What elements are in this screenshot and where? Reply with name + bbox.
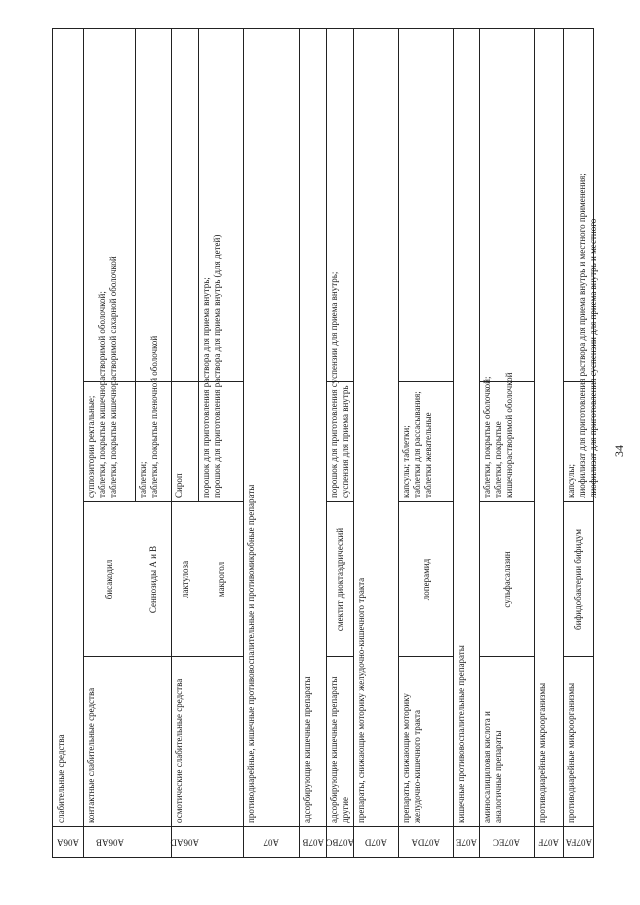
dosage-forms-cell: капсулы; лиофилизат для приготовления раствора для приема внутрь и местного применения; лиофилизат для приготовления суспензии для приема внутрь и местного bbox=[566, 173, 598, 498]
drug-name-cell: лактулоза bbox=[179, 560, 190, 599]
column-divider bbox=[563, 501, 593, 502]
atc-code-cell: A07E bbox=[456, 837, 477, 848]
atc-code-cell: A06A bbox=[57, 837, 80, 848]
drug-name-cell: Сеннозиды А и В bbox=[148, 545, 158, 614]
group-name-cell: осмотические слабительные средства bbox=[174, 678, 184, 823]
row-divider bbox=[135, 29, 136, 502]
row-divider bbox=[243, 29, 244, 857]
atc-code-cell: A07F bbox=[538, 837, 560, 848]
row-divider bbox=[398, 29, 399, 857]
column-divider bbox=[398, 501, 453, 502]
drug-table bbox=[52, 28, 598, 858]
row-divider bbox=[326, 29, 327, 857]
row-divider bbox=[353, 29, 354, 857]
group-name-cell: адсорбирующие кишечные препараты bbox=[302, 676, 312, 823]
atc-code-cell: A07D bbox=[365, 837, 387, 848]
dosage-forms-cell: суппозитории ректальные; таблетки, покрытые кишечнорастворимой оболочкой; таблетки, покрытые кишечнорастворимой сахарной оболочкой bbox=[86, 256, 118, 498]
drug-name-cell: бифидобактерии бифидум bbox=[573, 529, 583, 630]
dosage-forms-cell: порошок для приготовления суспензии для приема внутрь; суспензия для приема внутрь bbox=[329, 271, 350, 498]
group-name-cell: противодиарейные, кишечные противовоспалительные и противомикробные препараты bbox=[246, 484, 256, 823]
group-name-cell: препараты, снижающие моторику желудочно-кишечного тракта bbox=[401, 693, 422, 823]
group-name-cell: слабительные средства bbox=[56, 734, 66, 823]
row-divider bbox=[563, 29, 564, 857]
group-name-cell bbox=[138, 661, 169, 823]
column-divider bbox=[326, 501, 353, 502]
drug-name-cell: сульфасалазин bbox=[501, 551, 512, 608]
group-name-cell: аминосалициловая кислота и аналогичные препараты bbox=[482, 711, 503, 823]
drug-name-cell: лоперамид bbox=[420, 558, 431, 601]
group-name-cell: противодиарейные микроорганизмы bbox=[566, 682, 576, 823]
atc-code-cell: A06AB bbox=[95, 837, 124, 848]
row-divider bbox=[453, 29, 454, 857]
page-number: 34 bbox=[612, 445, 626, 457]
row-divider bbox=[171, 29, 172, 857]
column-divider bbox=[135, 501, 171, 502]
atc-code-cell: A06AD bbox=[170, 837, 200, 848]
atc-code-cell bbox=[137, 830, 170, 854]
drug-name-cell: смектит диоктаэдрический bbox=[334, 527, 345, 632]
dosage-forms-cell: таблетки, покрытые оболочкой; таблетки, покрытые кишечнорастворимой оболочкой bbox=[482, 372, 514, 498]
row-divider bbox=[83, 29, 84, 857]
column-divider bbox=[53, 826, 593, 827]
column-divider bbox=[198, 656, 243, 657]
column-divider bbox=[398, 656, 453, 657]
column-divider bbox=[479, 656, 534, 657]
group-name-cell: контактные слабительные средства bbox=[86, 687, 96, 823]
row-divider bbox=[479, 29, 480, 857]
column-divider bbox=[171, 501, 198, 502]
group-name-cell bbox=[201, 661, 241, 823]
column-divider bbox=[198, 501, 243, 502]
atc-code-cell: A07FA bbox=[565, 837, 592, 848]
column-divider bbox=[83, 656, 135, 657]
atc-code-cell: A07DA bbox=[411, 837, 441, 848]
atc-code-cell: A07 bbox=[263, 837, 280, 848]
atc-code-cell: A07BC bbox=[326, 837, 354, 848]
row-divider bbox=[299, 29, 300, 857]
dosage-forms-cell: порошок для приготовления раствора для приема внутрь; порошок для приготовления раствора для приема внутрь (для детей) bbox=[201, 234, 222, 498]
group-name-cell: кишечные противовоспалительные препараты bbox=[456, 645, 466, 823]
dosage-forms-cell: капсулы; таблетки; таблетки для рассасывания; таблетки жевательные bbox=[401, 391, 433, 498]
column-divider bbox=[83, 501, 135, 502]
drug-name-cell: бисакодил bbox=[104, 559, 114, 600]
column-divider bbox=[135, 656, 171, 657]
atc-code-cell bbox=[200, 830, 242, 854]
row-divider bbox=[534, 29, 535, 857]
atc-code-cell: A07EC bbox=[493, 837, 521, 848]
column-divider bbox=[326, 656, 353, 657]
atc-code-cell: A07B bbox=[302, 837, 324, 848]
dosage-forms-cell: Сироп bbox=[174, 473, 184, 498]
group-name-cell: противодиарейные микроорганизмы bbox=[537, 682, 547, 823]
column-divider bbox=[563, 656, 593, 657]
dosage-forms-cell: таблетки; таблетки, покрытые пленочной оболочкой bbox=[138, 335, 159, 498]
column-divider bbox=[479, 501, 534, 502]
group-name-cell: препараты, снижающие моторику желудочно-кишечного тракта bbox=[356, 577, 366, 823]
row-divider bbox=[198, 29, 199, 502]
drug-name-cell: макрогол bbox=[215, 561, 226, 598]
group-name-cell: адсорбирующие кишечные препараты другие bbox=[329, 676, 350, 823]
column-divider bbox=[171, 656, 198, 657]
